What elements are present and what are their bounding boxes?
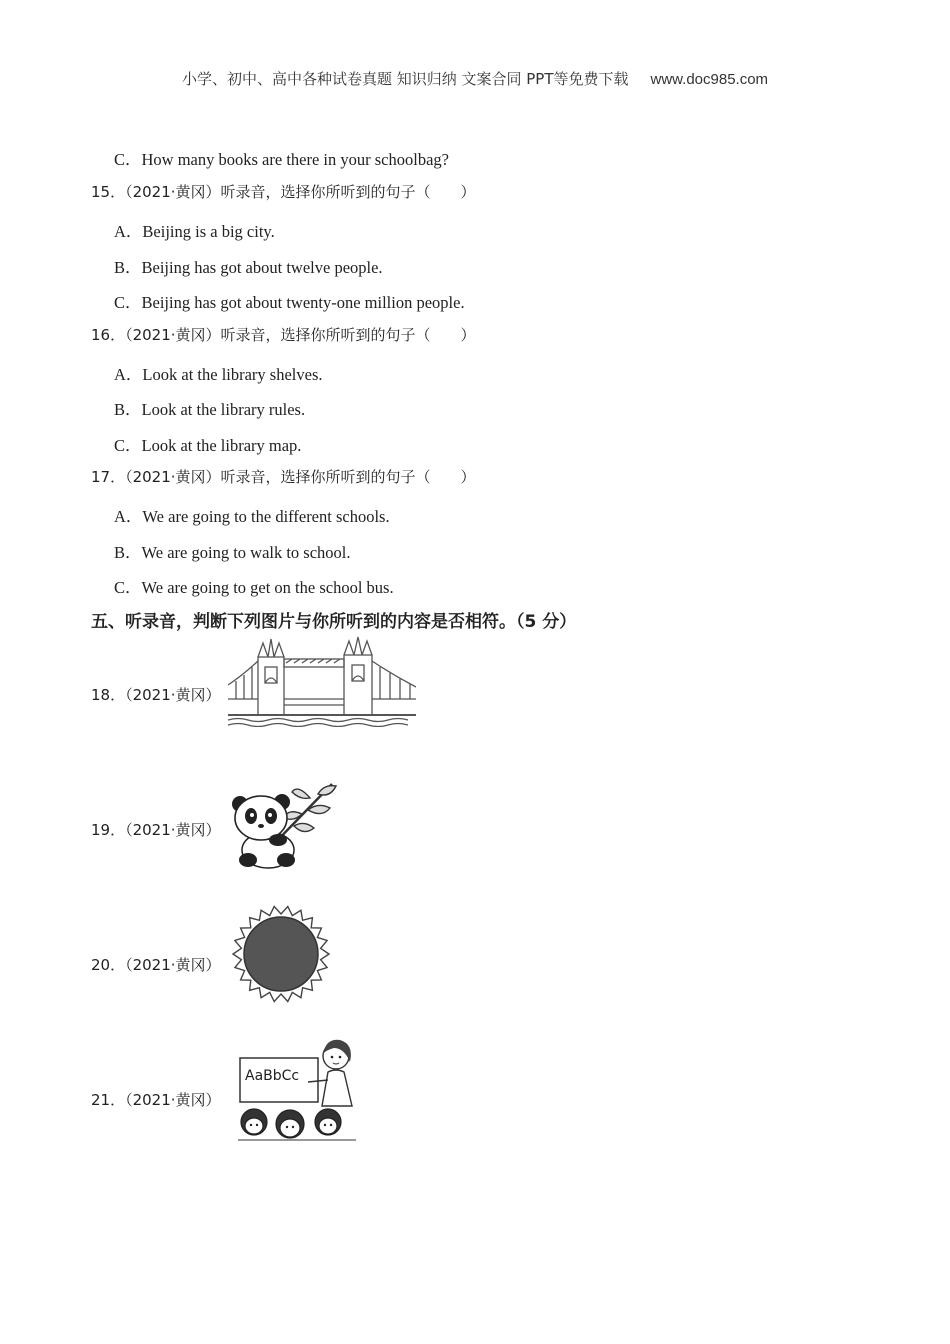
- option-15-b[interactable]: B．Beijing has got about twelve people.: [114, 258, 383, 277]
- question-18: 18．（2021·黄冈）: [91, 686, 221, 704]
- option-16-c[interactable]: C．Look at the library map.: [114, 436, 302, 455]
- option-15-c[interactable]: C．Beijing has got about twenty-one million people.: [114, 293, 465, 312]
- sun-image: [230, 905, 332, 1003]
- option-16-a[interactable]: A．Look at the library shelves.: [114, 365, 323, 384]
- section-5-title: 五、听录音，判断下列图片与你所听到的内容是否相符。（5 分）: [91, 612, 577, 632]
- page-header: [0, 68, 950, 89]
- option-15-a[interactable]: A．Beijing is a big city.: [114, 222, 275, 241]
- question-21: 21．（2021·黄冈）: [91, 1091, 221, 1109]
- panda-image: [230, 778, 342, 872]
- tower-bridge-image: [228, 635, 416, 727]
- question-15: 15．（2021·黄冈）听录音，选择你所听到的句子（ ）: [91, 183, 476, 201]
- option-17-a[interactable]: A．We are going to the different schools.: [114, 507, 390, 526]
- option-16-b[interactable]: B．Look at the library rules.: [114, 400, 306, 419]
- question-17: 17．（2021·黄冈）听录音，选择你所听到的句子（ ）: [91, 468, 476, 486]
- header-site[interactable]: www.doc985.com: [650, 71, 769, 88]
- option-17-c[interactable]: C．We are going to get on the school bus.: [114, 578, 394, 597]
- question-16: 16．（2021·黄冈）听录音，选择你所听到的句子（ ）: [91, 326, 476, 344]
- option-prev-c: C．How many books are there in your schoolbag?: [114, 150, 449, 169]
- teacher-class-image: [236, 1036, 358, 1142]
- question-19: 19．（2021·黄冈）: [91, 821, 221, 839]
- question-20: 20．（2021·黄冈）: [91, 956, 221, 974]
- option-17-b[interactable]: B．We are going to walk to school.: [114, 543, 351, 562]
- board-text: AaBbCc: [245, 1068, 300, 1084]
- header-text: 小学、初中、高中各种试卷真题 知识归纳 文案合同 PPT等免费下载: [181, 70, 629, 88]
